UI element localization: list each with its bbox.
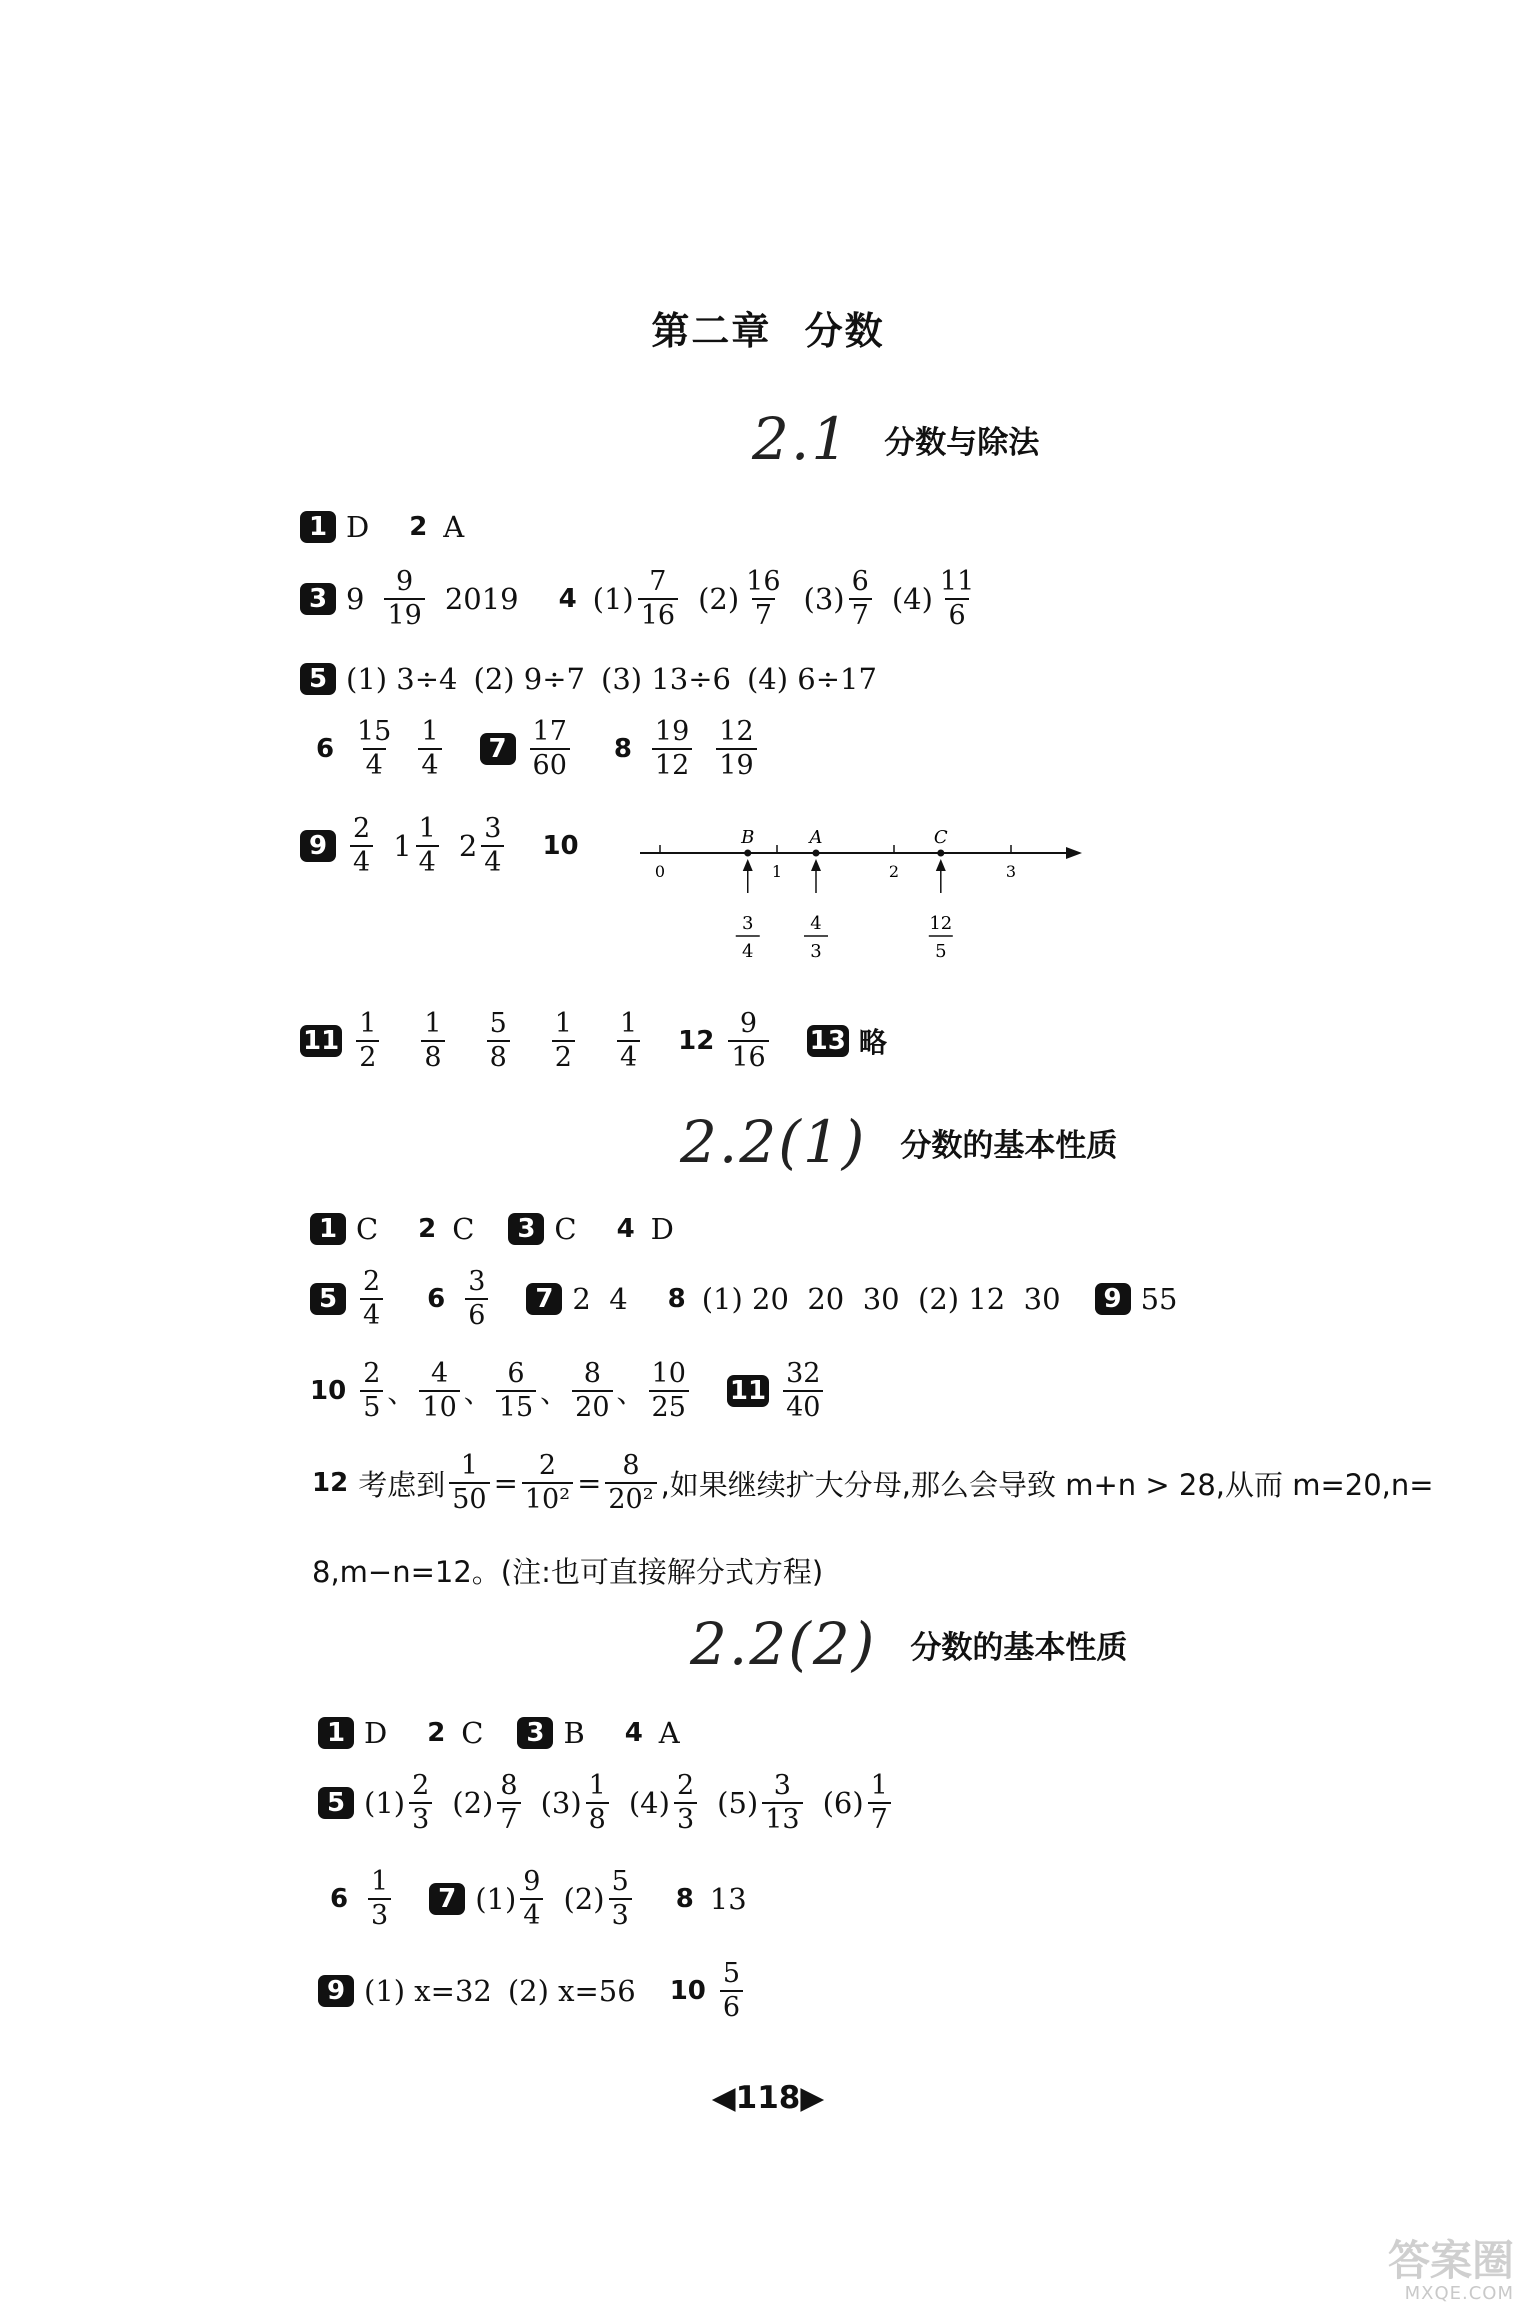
question-number: 2: [427, 1718, 446, 1748]
answer: 2019: [444, 582, 519, 617]
answer-row: 10 $\frac{2}{5}$ 、 $\frac{4}{10}$ 、 $\frac{6}{15}$ 、 $\frac{8}{20}$ 、 $\frac{10}{25}$ 11 $\frac{32}{40}$: [310, 1360, 827, 1423]
fraction: $\frac{9}{16}$: [728, 1010, 768, 1073]
fraction: $\frac{1}{7}$: [868, 1772, 891, 1835]
answer-row: 3 9 $\frac{9}{19}$ 2019 4 (1) $\frac{7}{16}$ (2) $\frac{16}{7}$ (3) $\frac{6}{7}$ (4) $\frac{11}{6}$: [300, 568, 981, 631]
question-number: 3: [508, 1213, 544, 1245]
question-number: 5: [300, 663, 336, 695]
fraction: $\frac{10}{25}$: [649, 1360, 689, 1423]
watermark-logo: 答案圈: [1387, 2236, 1514, 2285]
fraction: $\frac{2}{4}$: [350, 815, 373, 878]
answer: D: [346, 510, 370, 544]
fraction: $\frac{5}{8}$: [487, 1010, 510, 1073]
section-number: 2.2(1): [680, 1108, 867, 1176]
fraction: $\frac{8}{20}$: [572, 1360, 612, 1423]
question-number: 4: [558, 584, 577, 615]
section-header-2-2-1: [680, 1108, 1117, 1176]
section-title: 分数的基本性质: [900, 1127, 1118, 1164]
watermark-url: MXQE.COM: [1404, 2283, 1514, 2304]
answer-paragraph-line2: 8,m−n=12。(注:也可直接解分式方程): [312, 1555, 824, 1589]
pointer-arrow-head: [936, 859, 946, 871]
question-number: 7: [480, 733, 516, 765]
answer: 9: [346, 582, 365, 617]
fraction: $\frac{1}{50}$: [449, 1452, 489, 1515]
answer-row: 5 (1) 3÷4 (2) 9÷7 (3) 13÷6 (4) 6÷17: [300, 662, 877, 696]
answer-row: 6 $\frac{1}{3}$ 7 (1) $\frac{9}{4}$ (2) $\frac{5}{3}$ 8 13: [324, 1868, 747, 1931]
point-fraction-numerator: 4: [810, 913, 822, 934]
fraction: $\frac{2}{4}$: [360, 1268, 383, 1331]
point-fraction-denominator: 3: [810, 941, 822, 962]
question-number: 9: [318, 1975, 354, 2007]
point-fraction-denominator: 5: [935, 941, 947, 962]
fraction: $\frac{1}{2}$: [552, 1010, 575, 1073]
question-number: 12: [678, 1026, 715, 1057]
question-number: 7: [429, 1883, 465, 1915]
question-number: 6: [329, 1884, 349, 1915]
section-title: 分数的基本性质: [910, 1629, 1128, 1666]
fraction: $\frac{1}{4}$: [416, 815, 439, 878]
point-label: A: [809, 827, 823, 848]
answer-row: 5 (1) $\frac{2}{3}$ (2) $\frac{8}{7}$ (3) $\frac{1}{8}$ (4) $\frac{2}{3}$ (5) $\frac{3}{13}$ (6) $\frac{1}{7}$: [318, 1772, 895, 1835]
number-line-arrowhead: [1066, 847, 1082, 859]
fraction: $\frac{2}{3}$: [409, 1772, 432, 1835]
question-number: 9: [1095, 1283, 1131, 1315]
fraction: $\frac{6}{7}$: [849, 568, 872, 631]
question-number: 5: [310, 1283, 346, 1315]
fraction: $\frac{16}{7}$: [746, 566, 781, 632]
question-number: 2: [409, 512, 428, 542]
fraction: $\frac{6}{15}$: [496, 1360, 536, 1423]
answer-row: 5 $\frac{2}{4}$ 6 $\frac{3}{6}$ 7 2 4 8 (1) 20 20 30 (2) 12 30 9 55: [310, 1268, 1177, 1331]
page-number: ◀118▶: [711, 2080, 825, 2116]
question-number: 6: [427, 1284, 446, 1315]
answer-row: [310, 718, 761, 781]
question-number: 5: [318, 1787, 354, 1819]
pointer-arrow-head: [811, 859, 821, 871]
answer-row: 1 C 2 C 3 C 4 D: [310, 1212, 674, 1246]
fraction: $\frac{2}{\text{10²}}$: [522, 1452, 573, 1515]
question-number: 10: [669, 1976, 706, 2007]
tick-label: 1: [771, 862, 783, 881]
question-number: 11: [727, 1375, 769, 1407]
question-number: 11: [300, 1025, 342, 1057]
question-number: 1: [300, 511, 336, 543]
answer-paragraph-line1: 12 考虑到 $\frac{1}{50}$ = $\frac{2}{\text{10²}}$ = $\frac{8}{\text{20²}}$ ,如果继续扩大分母,那么会导致 m+n > 28,从而 m=20,n=: [312, 1450, 1434, 1516]
question-number: 12: [312, 1468, 349, 1499]
question-number: 8: [675, 1884, 694, 1915]
question-number: 8: [667, 1284, 686, 1315]
question-number: 3: [517, 1717, 553, 1749]
number-line-ticks: [655, 845, 1016, 881]
question-number: 13: [807, 1025, 849, 1057]
question-number: 10: [542, 831, 579, 862]
section-title: 分数与除法: [884, 424, 1040, 461]
fraction: $\frac{2}{3}$: [674, 1772, 697, 1835]
fraction: $\frac{1}{3}$: [368, 1868, 391, 1931]
point-dot: [744, 850, 751, 857]
fraction: $\frac{9}{19}$: [384, 568, 424, 631]
fraction: $\frac{9}{4}$: [520, 1868, 543, 1931]
question-number: 1: [310, 1213, 346, 1245]
fraction: $\frac{3}{6}$: [465, 1268, 488, 1331]
answer: A: [443, 510, 465, 544]
question-number: 1: [318, 1717, 354, 1749]
point-label: C: [933, 827, 948, 848]
number-line-diagram: [630, 815, 1100, 975]
answer: 略: [858, 1026, 887, 1060]
tick-label: 0: [654, 862, 666, 881]
answer-row: 9 (1) x=32 (2) x=56 10 $\frac{5}{6}$: [318, 1960, 747, 2023]
section-number: 2.2(2): [690, 1610, 877, 1678]
fraction: $\frac{1}{2}$: [356, 1010, 379, 1073]
fraction: $\frac{4}{10}$: [419, 1360, 459, 1423]
point-fraction-numerator: 3: [742, 913, 754, 934]
fraction: $\frac{8}{\text{20²}}$: [605, 1452, 656, 1515]
fraction: $\frac{12}{19}$: [716, 718, 756, 781]
tick-label: 2: [888, 862, 900, 881]
fraction: $\frac{3}{4}$: [481, 815, 504, 878]
fraction: $\frac{3}{13}$: [762, 1772, 802, 1835]
question-number: 10: [310, 1376, 347, 1407]
question-number: 6: [315, 734, 335, 765]
fraction: $\frac{1}{4}$: [617, 1010, 640, 1073]
chapter-title: 第二章 分数: [651, 309, 885, 353]
question-number: 3: [300, 583, 336, 615]
question-number: 7: [526, 1283, 562, 1315]
answer-row: 1 D 2 C 3 B 4 A: [318, 1716, 680, 1750]
tick-label: 3: [1005, 862, 1017, 881]
fraction: $\frac{11}{6}$: [939, 566, 975, 632]
answer-row: [300, 510, 464, 544]
point-dot: [812, 850, 819, 857]
fraction: $\frac{1}{8}$: [586, 1772, 609, 1835]
fraction: $\frac{5}{6}$: [720, 1960, 743, 2023]
fraction: $\frac{1}{4}$: [418, 718, 441, 781]
fraction: $\frac{32}{40}$: [783, 1360, 823, 1423]
point-fraction-numerator: 12: [929, 913, 953, 934]
point-fraction-denominator: 4: [742, 941, 754, 962]
question-number: 2: [418, 1214, 437, 1244]
question-number: 9: [300, 830, 336, 862]
question-number: 8: [613, 734, 632, 765]
point-dot: [937, 850, 944, 857]
fraction: $\frac{17}{60}$: [530, 718, 570, 781]
section-number: 2.1: [752, 405, 851, 473]
fraction: $\frac{15}{4}$: [357, 716, 392, 782]
fraction: $\frac{8}{7}$: [497, 1772, 520, 1835]
answer-row: 9 $\frac{2}{4}$ 1 $\frac{1}{4}$ 2 $\frac{3}{4}$ 10: [300, 815, 589, 878]
fraction: $\frac{19}{12}$: [652, 718, 692, 781]
fraction: $\frac{7}{16}$: [638, 568, 678, 631]
fraction: $\frac{1}{8}$: [421, 1010, 444, 1073]
question-number: 4: [616, 1214, 635, 1244]
fraction: $\frac{5}{3}$: [609, 1868, 632, 1931]
pointer-arrow-head: [743, 859, 753, 871]
number-line-points: [736, 827, 953, 962]
point-label: B: [741, 827, 755, 848]
section-header-2-2-2: [690, 1610, 1127, 1678]
fraction: $\frac{2}{5}$: [360, 1360, 383, 1423]
section-header-2-1: [752, 405, 1039, 473]
question-number: 4: [624, 1718, 643, 1748]
answer-row: [300, 1010, 887, 1073]
